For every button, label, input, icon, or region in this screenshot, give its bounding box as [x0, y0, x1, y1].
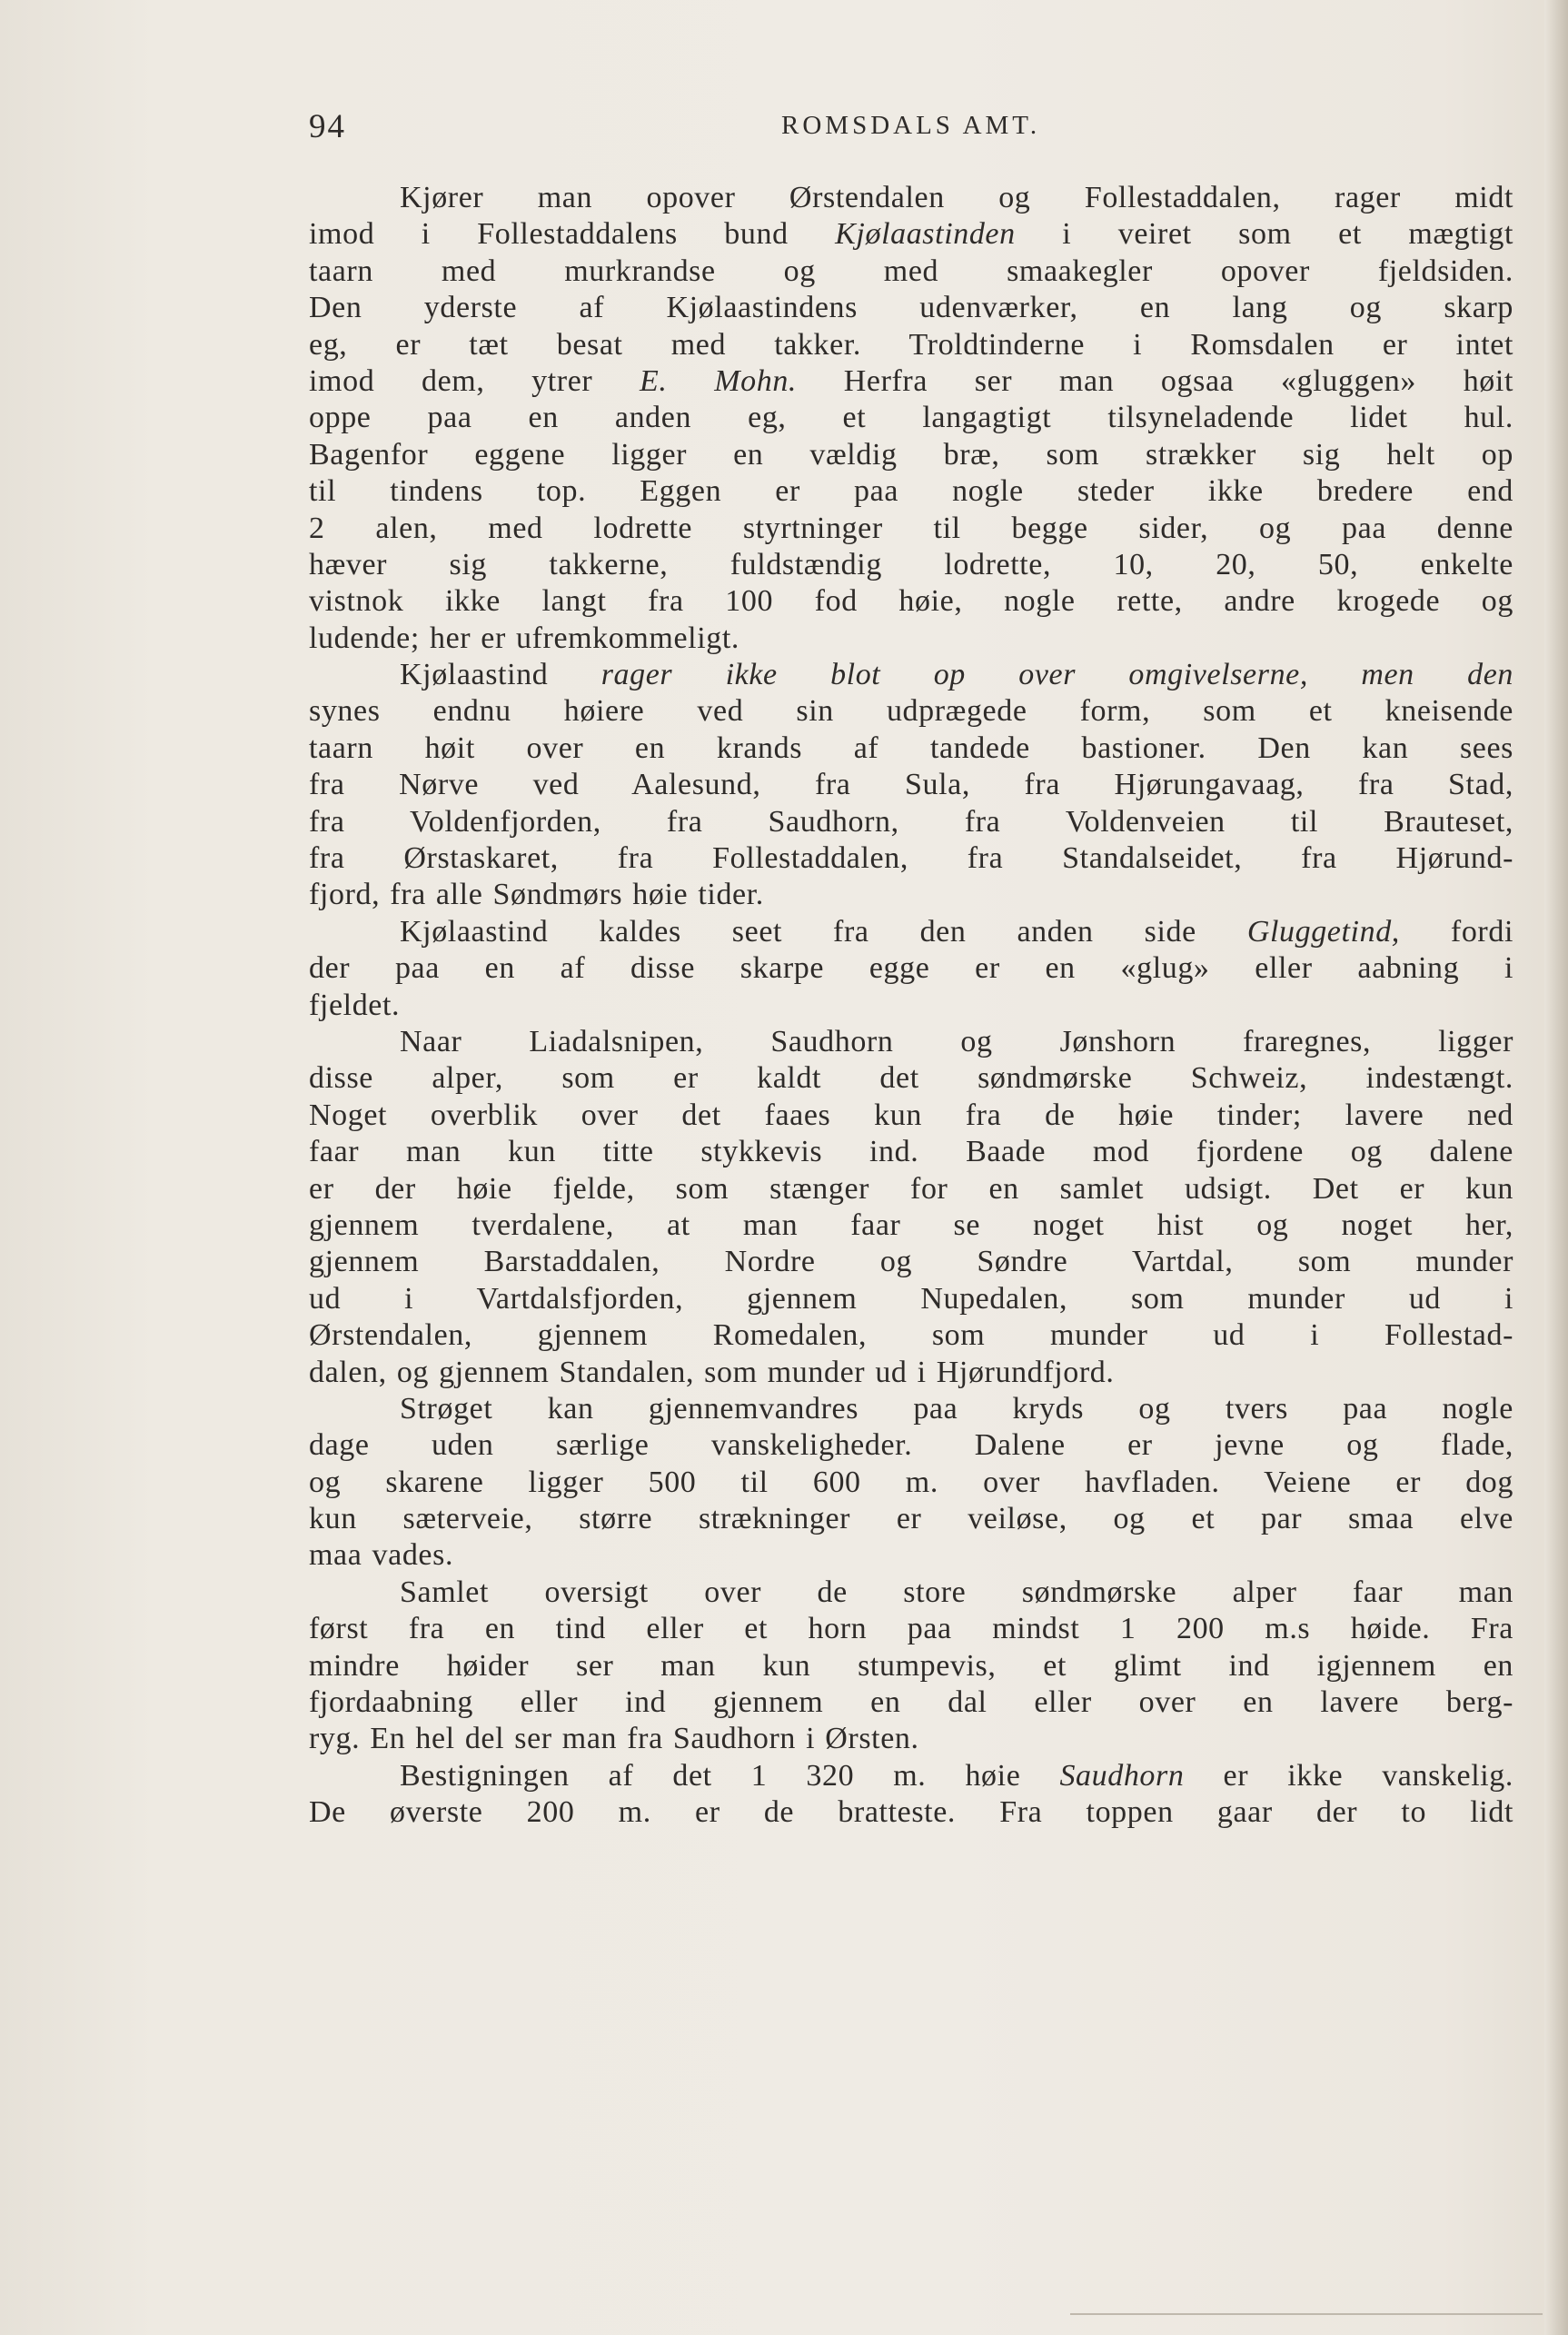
text-line [309, 547, 1513, 583]
text-segment: fra Nørve ved Aalesund, fra Sula, fra Hjørungavaag, fra Stad, [309, 768, 1513, 802]
text-segment: Kjølaastind kaldes seet fra den anden side [400, 914, 1247, 949]
text-line [309, 1281, 1513, 1317]
text-segment: ryg. En hel del ser man fra Saudhorn i Ørsten. [309, 1722, 919, 1756]
text-segment: gjennem tverdalene, at man faar se noget hist og noget her, [309, 1207, 1513, 1242]
text-line [309, 400, 1513, 436]
text-segment: er der høie fjelde, som stænger for en samlet udsigt. Det er kun [309, 1171, 1513, 1206]
text-line [309, 1537, 1513, 1574]
paragraph [309, 1575, 1513, 1758]
text-segment: fjordaabning eller ind gjennem en dal eller over en lavere berg- [309, 1685, 1513, 1720]
page-number: 94 [309, 108, 346, 145]
paragraph [309, 1758, 1513, 1832]
text-segment: hæver sig takkerne, fuldstændig lodrette, 10, 20, 50, enkelte [309, 547, 1513, 581]
text-line [309, 1391, 1513, 1427]
text-line [309, 180, 1513, 216]
text-line [309, 1024, 1513, 1060]
text-segment: der paa en af disse skarpe egge er en «glug» eller aabning i [309, 951, 1513, 986]
text-line [309, 693, 1513, 730]
paragraph [309, 1391, 1513, 1575]
text-line [309, 327, 1513, 363]
text-line [309, 473, 1513, 510]
text-line [309, 1758, 1513, 1794]
italic-name: Kjølaastinden [835, 217, 1016, 252]
text-line [309, 363, 1513, 400]
text-line [309, 1244, 1513, 1280]
text-line [309, 1134, 1513, 1170]
text-segment: imod i Follestaddalens bund [309, 217, 836, 252]
text-segment: fra Voldenfjorden, fra Saudhorn, fra Voldenveien til Brauteset, [309, 804, 1513, 839]
text-segment: eg, er tæt besat med takker. Troldtinderne i Romsdalen er intet [309, 327, 1513, 362]
text-segment: De øverste 200 m. er de bratteste. Fra toppen gaar der to lidt [309, 1795, 1513, 1830]
text-line [309, 253, 1513, 290]
text-segment: taarn høit over en krands af tandede bastioner. Den kan sees [309, 730, 1513, 765]
text-segment: Ørstendalen, gjennem Romedalen, som munder ud i Follestad- [309, 1318, 1513, 1353]
text-line [309, 1317, 1513, 1354]
paragraph [309, 180, 1513, 657]
text-line [309, 1207, 1513, 1244]
text-segment: fjeldet. [309, 988, 401, 1022]
text-line [309, 583, 1513, 620]
text-line [309, 290, 1513, 326]
text-segment: oppe paa en anden eg, et langagtigt tilsyneladende lidet hul. [309, 401, 1513, 435]
text-line [309, 730, 1513, 767]
italic-name: rager ikke blot op over omgivelserne, men den [548, 658, 1513, 692]
text-segment: gjennem Barstaddalen, Nordre og Søndre Vartdal, som munder [309, 1245, 1513, 1279]
text-segment: Kjører man opover Ørstendalen og Follestaddalen, rager midt [400, 181, 1513, 214]
text-line [309, 437, 1513, 473]
text-line [309, 1794, 1513, 1831]
text-segment: mindre høider ser man kun stumpevis, et glimt ind igjennem en [309, 1648, 1513, 1683]
body-text [309, 180, 1513, 1832]
running-head: ROMSDALS AMT. [781, 111, 1041, 140]
text-segment: imod dem, ytrer [309, 363, 640, 398]
text-line [309, 1684, 1513, 1721]
italic-name: Gluggetind, [1246, 914, 1400, 949]
text-line [309, 988, 1513, 1024]
text-line [309, 1501, 1513, 1537]
text-segment: Noget overblik over det faaes kun fra de høie tinder; lavere ned [309, 1098, 1513, 1132]
text-segment: fra Ørstaskaret, fra Follestaddalen, fra Standalseidet, fra Hjørund- [309, 841, 1513, 876]
text-segment: faar man kun titte stykkevis ind. Baade mod fjordene og dalene [309, 1135, 1513, 1169]
text-line [309, 1721, 1513, 1757]
text-line [309, 1465, 1513, 1501]
text-segment: ludende; her er ufremkommeligt. [309, 621, 740, 655]
text-line [309, 216, 1513, 253]
paragraph [309, 1024, 1513, 1391]
text-segment: og skarene ligger 500 til 600 m. over havfladen. Veiene er dog [309, 1465, 1513, 1499]
text-segment: Kjølaastind [400, 658, 549, 692]
page-header [309, 107, 1513, 153]
text-segment: er ikke vanskelig. [1184, 1758, 1513, 1793]
text-segment: til tindens top. Eggen er paa nogle steder ikke bredere end [309, 474, 1513, 509]
text-segment: Naar Liadalsnipen, Saudhorn og Jønshorn fraregnes, ligger [400, 1024, 1513, 1058]
text-line [309, 1575, 1513, 1611]
text-line [309, 767, 1513, 803]
text-segment: ud i Vartdalsfjorden, gjennem Nupedalen, som munder ud i [309, 1281, 1513, 1316]
text-segment: Samlet oversigt over de store søndmørske alper faar man [400, 1575, 1513, 1609]
text-segment: fjord, fra alle Søndmørs høie tider. [309, 878, 764, 912]
text-line [309, 804, 1513, 840]
text-segment: fordi [1399, 914, 1513, 949]
text-segment: Strøget kan gjennemvandres paa kryds og tvers paa nogle [400, 1391, 1513, 1426]
italic-name: E. Mohn. [640, 363, 798, 398]
text-line [309, 877, 1513, 913]
text-line [309, 1060, 1513, 1097]
text-line [309, 1648, 1513, 1684]
text-segment: dage uden særlige vanskeligheder. Dalene er jevne og flade, [309, 1428, 1513, 1463]
text-line [309, 621, 1513, 657]
text-line [309, 950, 1513, 987]
text-segment: først fra en tind eller et horn paa mindst 1 200 m.s høide. Fra [309, 1612, 1513, 1646]
text-segment: Herfra ser man ogsaa «gluggen» høit [797, 363, 1513, 398]
text-line [309, 1355, 1513, 1391]
text-segment: i veiret som et mægtigt [1015, 217, 1513, 252]
paragraph [309, 657, 1513, 914]
text-line [309, 1171, 1513, 1207]
text-segment: Bagenfor eggene ligger en vældig bræ, som strækker sig helt op [309, 437, 1513, 472]
text-segment: maa vades. [309, 1538, 454, 1573]
text-segment: dalen, og gjennem Standalen, som munder ud i Hjørundfjord. [309, 1355, 1115, 1389]
text-line [309, 657, 1513, 693]
text-line [309, 1611, 1513, 1647]
text-line [309, 914, 1513, 950]
text-segment: 2 alen, med lodrette styrtninger til begge sider, og paa denne [309, 511, 1513, 545]
text-line [309, 1427, 1513, 1464]
text-segment: Bestigningen af det 1 320 m. høie [400, 1758, 1060, 1793]
text-segment: vistnok ikke langt fra 100 fod høie, nogle rette, andre krogede og [309, 584, 1513, 619]
text-segment: Den yderste af Kjølaastindens udenværker, en lang og skarp [309, 291, 1513, 325]
text-line [309, 840, 1513, 877]
text-segment: synes endnu høiere ved sin udprægede form, som et kneisende [309, 694, 1513, 729]
page-edge [1544, 0, 1568, 2335]
text-segment: disse alper, som er kaldt det søndmørske Schweiz, indestængt. [309, 1061, 1513, 1096]
text-line [309, 1098, 1513, 1134]
text-segment: taarn med murkrandse og med smaakegler opover fjeldsiden. [309, 253, 1513, 288]
paragraph [309, 914, 1513, 1024]
page-bottom-mark [1070, 2313, 1543, 2315]
text-line [309, 511, 1513, 547]
italic-name: Saudhorn [1059, 1758, 1185, 1793]
text-segment: kun sæterveie, større strækninger er veiløse, og et par smaa elve [309, 1502, 1513, 1536]
